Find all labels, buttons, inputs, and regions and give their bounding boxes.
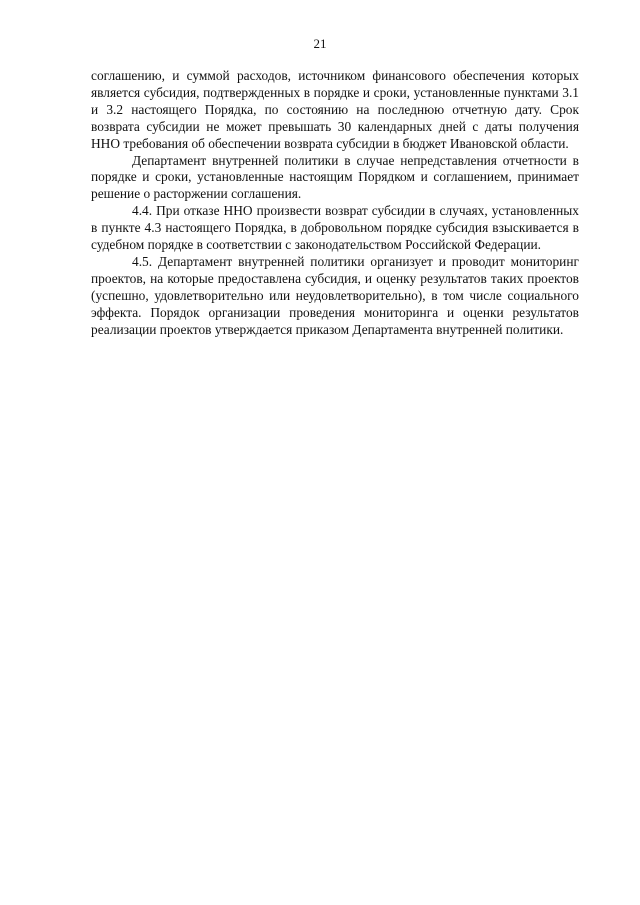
document-body [91, 68, 579, 339]
paragraph-reporting-termination: Департамент внутренней политики в случае непредставления отчетности в порядке и сроки, установленные настоящим Порядком и соглашением, принимает решение о расторжении соглашения. [91, 152, 579, 202]
paragraph-4-5: 4.5. Департамент внутренней политики организует и проводит мониторинг проектов, на которые предоставлена субсидия, и оценку результатов таких проектов (успешно, удовлетворительно или неудовлетворительно), в том числе социального эффекта. Порядок организации проведения мониторинга и оценки результатов реализации проектов утверждается приказом Департамента внутренней политики. [91, 253, 579, 337]
paragraph-4-4: 4.4. При отказе ННО произвести возврат субсидии в случаях, установленных в пункте 4.3 настоящего Порядка, в добровольном порядке субсидия взыскивается в судебном порядке в соответствии с законодательством Российской Федерации. [91, 203, 579, 253]
page-number: 21 [313, 36, 327, 51]
paragraph-continuation: соглашению, и суммой расходов, источником финансового обеспечения которых является субсидия, подтвержденных в порядке и сроки, установленные пунктами 3.1 и 3.2 настоящего Порядка, по состоянию на последнюю отчетную дату. Срок возврата субсидии не может превышать 30 календарных дней с даты получения ННО требования об обеспечении возврата субсидии в бюджет Ивановской области. [91, 68, 579, 151]
